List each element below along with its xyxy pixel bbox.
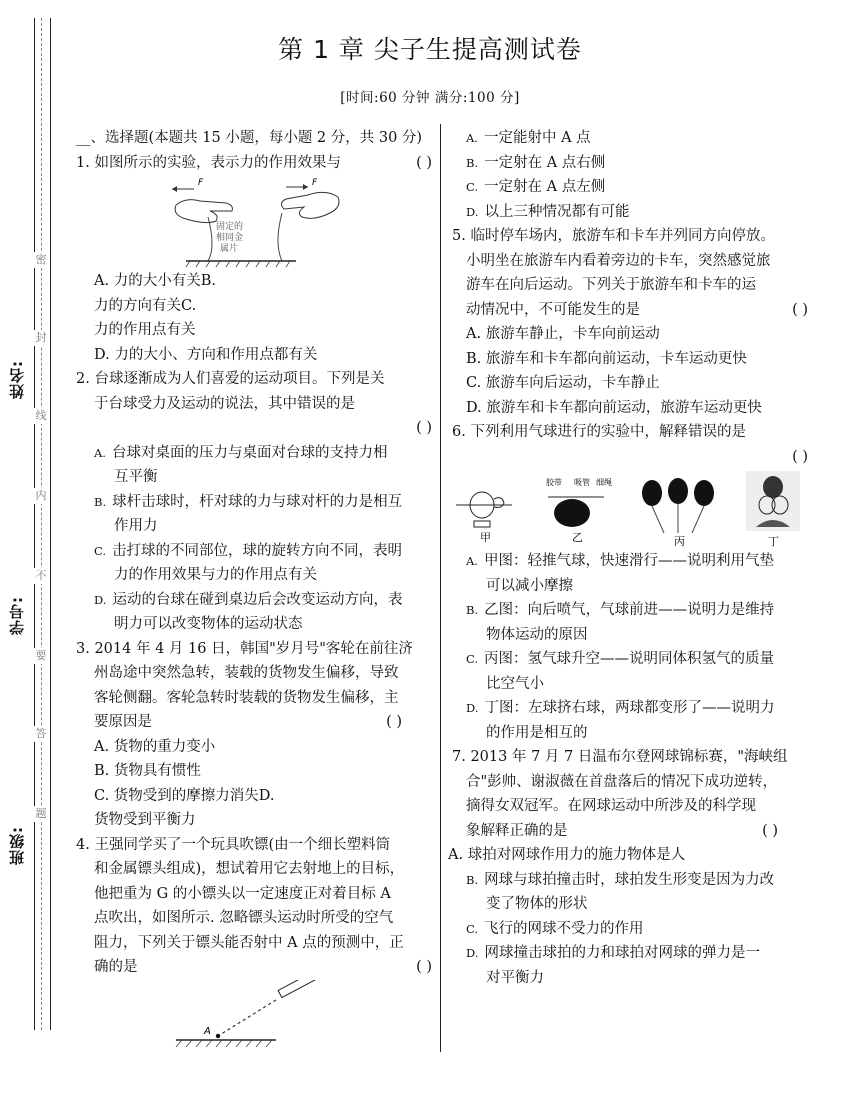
question-4-option-b[interactable]: B. 一定射在 A 点右侧 [466, 154, 606, 171]
seal-char: 不 [32, 568, 50, 584]
seal-char: 密 [32, 252, 50, 268]
question-7-option-d-cont: 对平衡力 [486, 969, 544, 986]
question-5-stem: 5. 临时停车场内，旅游车和卡车并列同方向停放。 [452, 228, 775, 244]
question-7-stem: 摘得女双冠军。在网球运动中所涉及的科学现 [466, 798, 756, 814]
question-5-option-b[interactable]: B. 旅游车和卡车都向前运动，卡车运动更快 [466, 350, 747, 367]
question-4-stem: 点吹出，如图所示. 忽略镖头运动时所受的空气 [94, 910, 394, 926]
seal-char: 要 [32, 648, 50, 664]
question-3-stem: 州岛途中突然急转，装载的货物发生偏移，导致 [94, 665, 399, 681]
question-3-option-b[interactable]: B. 货物具有惯性 [94, 763, 201, 779]
question-1-option-d[interactable]: D. 力的大小、方向和作用点都有关 [94, 346, 318, 363]
left-column [76, 126, 436, 1064]
question-5-stem: 小明坐在旅游车内看着旁边的卡车，突然感觉旅 [466, 252, 771, 269]
question-5-stem: 动情况中，不可能发生的是 ( ) [452, 298, 812, 323]
figure-caption: 细绳 [596, 478, 612, 487]
question-1-figure [76, 175, 436, 269]
question-1-option-a[interactable]: A. 力的大小有关B. [94, 273, 216, 289]
question-2-option-c-cont: 力的作用效果与力的作用点有关 [114, 567, 317, 583]
question-4-figure [76, 980, 436, 1064]
question-6-option-c-cont: 比空气小 [486, 675, 544, 692]
question-6-paren-line [452, 445, 812, 470]
binding-line-right [50, 18, 51, 1030]
force-label: F [198, 178, 204, 188]
question-4-option-d[interactable]: D. 以上三种情况都有可能 [466, 203, 630, 220]
question-5-option-c[interactable]: C. 旅游车向后运动，卡车静止 [466, 375, 660, 391]
figure-caption: 胶带 [546, 478, 562, 487]
question-4-stem: 4. 王强同学买了一个玩具吹镖(由一个细长塑料筒 [76, 836, 391, 853]
force-label: F [312, 178, 318, 188]
question-3-stem: 3. 2014 年 4 月 16 日，韩国"岁月号"客轮在前往济 [76, 640, 413, 657]
seal-char: 内 [32, 488, 50, 504]
question-3-option-d[interactable]: 货物受到平衡力 [94, 812, 196, 828]
question-6-option-d[interactable]: D. 丁图：左球挤右球，两球都变形了——说明力 [466, 700, 775, 716]
question-4-stem: 他把重为 G 的小镖头以一定速度正对着目标 A [94, 885, 391, 902]
answer-blank: ( ) [416, 154, 432, 171]
question-4-stem: 确的是 ( ) [76, 955, 436, 980]
figure-label-ding: 丁 [768, 535, 779, 548]
seal-dashed-line [41, 18, 42, 1030]
question-7-stem: 7. 2013 年 7 月 7 日温布尔登网球锦标赛，"海峡组 [452, 749, 788, 765]
question-7-option-c[interactable]: C. 飞行的网球不受力的作用 [466, 920, 644, 937]
student-id-field-label: 学号: [8, 596, 26, 635]
question-7-stem: 象解释正确的是 ( ) [452, 819, 812, 844]
figure-label-yi: 乙 [572, 531, 583, 544]
question-7-option-a[interactable]: A. 球拍对网球作用力的施力物体是人 [448, 847, 686, 863]
hands-bending-metal-figure [76, 175, 436, 269]
question-2-option-b[interactable]: B. 球杆击球时，杆对球的力与球对杆的力是相互 [94, 493, 403, 510]
question-6-option-a[interactable]: A. 甲图：轻推气球，快速滑行——说明利用气垫 [466, 553, 774, 569]
question-3-stem: 客轮侧翻。客轮急转时装载的货物发生偏移，主 [94, 689, 399, 706]
page-title: 第 1 章 尖子生提高测试卷 [278, 35, 582, 64]
question-5-option-d[interactable]: D. 旅游车和卡车都向前运动，旅游车运动更快 [466, 399, 762, 416]
figure-caption: 相同金 [216, 233, 244, 243]
seal-char: 答 [32, 726, 50, 742]
answer-blank: ( ) [416, 420, 432, 436]
question-7-option-b[interactable]: B. 网球与球拍撞击时，球拍发生形变是因为力改 [466, 871, 775, 888]
exam-time-score: [时间:60 分钟 满分:100 分] [340, 90, 520, 106]
question-6-stem: 6. 下列利用气球进行的实验中，解释错误的是 [452, 424, 746, 440]
question-4-option-c[interactable]: C. 一定射在 A 点左侧 [466, 179, 606, 195]
figure-label-bing: 丙 [674, 535, 685, 548]
question-6-option-a-cont: 可以减小摩擦 [486, 577, 573, 594]
question-3-option-c[interactable]: C. 货物受到的摩擦力消失D. [94, 787, 275, 804]
question-7-option-d[interactable]: D. 网球撞击球拍的力和球拍对网球的弹力是一 [466, 945, 760, 961]
question-6-option-c[interactable]: C. 丙图：氢气球升空——说明同体积氢气的质量 [466, 651, 775, 667]
figure-label-jia: 甲 [480, 531, 491, 544]
name-field-label: 姓名: [8, 360, 26, 399]
figure-caption: 固定的 [216, 222, 244, 232]
answer-blank: ( ) [792, 448, 808, 465]
right-column [448, 126, 812, 990]
question-1-stem: 1. 如图所示的实验，表示力的作用效果与 ( ) [76, 151, 436, 176]
section-heading: __、选择题(本题共 15 小题，每小题 2 分，共 30 分) [76, 130, 423, 146]
question-2-paren-line [76, 416, 436, 441]
question-2-option-a[interactable]: A. 台球对桌面的压力与桌面对台球的支持力相 [94, 444, 388, 461]
question-2-option-b-cont: 作用力 [114, 518, 158, 534]
question-7-option-b-cont: 变了物体的形状 [486, 896, 588, 912]
balloon-experiments-figure [452, 469, 812, 549]
question-3-stem: 要原因是 ( ) [76, 710, 436, 735]
question-2-option-d-cont: 明力可以改变物体的运动状态 [114, 616, 303, 632]
question-7-stem: 合"彭帅、谢淑薇在首盘落后的情况下成功逆转， [466, 773, 778, 790]
question-4-stem: 阻力，下列关于镖头能否射中 A 点的预测中，正 [94, 934, 404, 951]
question-4-option-a[interactable]: A. 一定能射中 A 点 [466, 130, 591, 146]
target-point-label: A [204, 1025, 211, 1037]
column-divider [440, 124, 441, 1052]
question-6-option-b-cont: 物体运动的原因 [486, 626, 588, 643]
question-2-stem: 2. 台球逐渐成为人们喜爱的运动项目。下列是关 [76, 371, 385, 387]
question-6-option-d-cont: 的作用是相互的 [486, 724, 588, 741]
question-4-stem: 和金属镖头组成)，想试着用它去射地上的目标， [94, 861, 405, 877]
binding-line-left [34, 18, 35, 1030]
figure-caption: 吸管 [574, 478, 590, 487]
answer-blank: ( ) [386, 714, 402, 730]
seal-char: 题 [32, 806, 50, 822]
question-1-option-b[interactable]: 力的方向有关C. [94, 297, 197, 314]
blowgun-dart-figure [76, 980, 436, 1064]
answer-blank: ( ) [762, 822, 778, 839]
question-2-option-c[interactable]: C. 击打球的不同部位，球的旋转方向不同，表明 [94, 542, 403, 559]
question-6-option-b[interactable]: B. 乙图：向后喷气，气球前进——说明力是维持 [466, 602, 775, 618]
question-5-option-a[interactable]: A. 旅游车静止，卡车向前运动 [466, 326, 660, 342]
figure-caption: 属片 [220, 244, 239, 254]
question-3-option-a[interactable]: A. 货物的重力变小 [94, 738, 216, 755]
question-2-option-a-cont: 互平衡 [114, 469, 158, 485]
question-1-option-c[interactable]: 力的作用点有关 [94, 322, 196, 338]
question-2-stem: 于台球受力及运动的说法，其中错误的是 [94, 395, 355, 412]
seal-char: 线 [32, 408, 50, 424]
class-field-label: 班级: [8, 826, 26, 865]
question-2-option-d[interactable]: D. 运动的台球在碰到桌边后会改变运动方向，表 [94, 591, 403, 608]
answer-blank: ( ) [416, 959, 432, 975]
answer-blank: ( ) [792, 301, 808, 318]
question-5-stem: 游车在向后运动。下列关于旅游车和卡车的运 [466, 277, 756, 293]
seal-char: 封 [32, 330, 50, 346]
question-6-figure [452, 469, 812, 549]
